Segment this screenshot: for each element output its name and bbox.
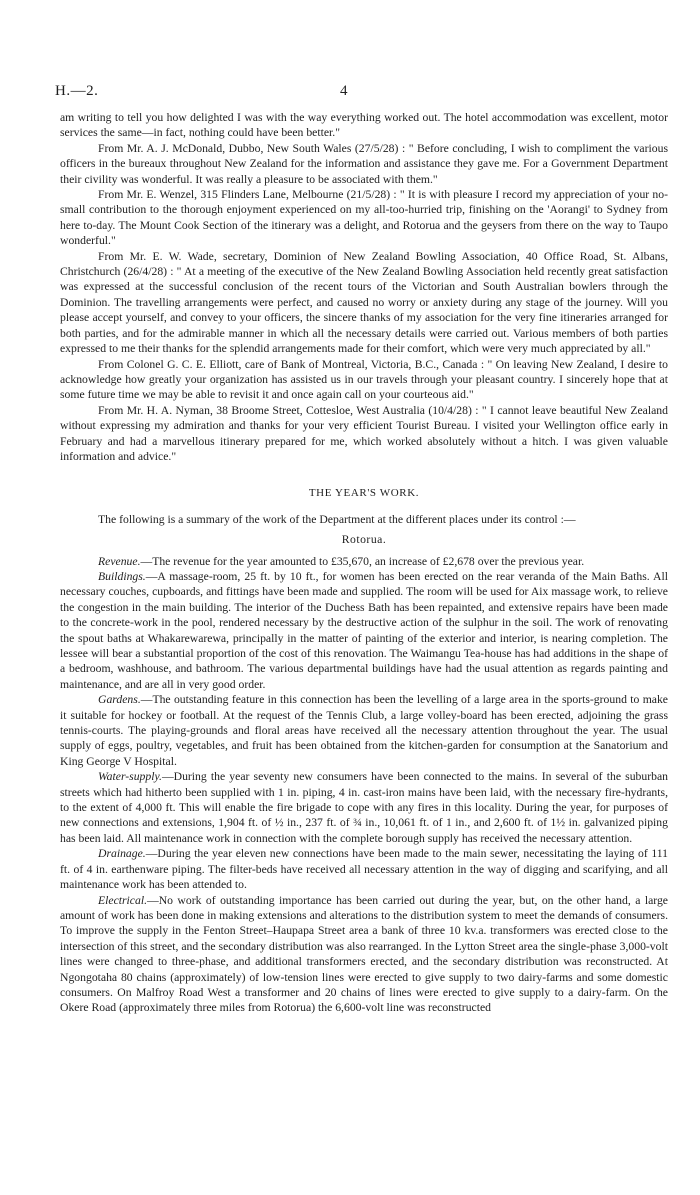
- paragraph-lead: Gardens.: [98, 693, 141, 707]
- paragraph-text: —The revenue for the year amounted to £35,670, an increase of £2,678 over the previous year.: [140, 554, 585, 568]
- report-reference: H.—2.: [55, 83, 99, 99]
- paragraph-text: —The outstanding feature in this connection has been the levelling of a large area in the sports-ground to make it suitable for hockey or football. At the request of the Tennis Club, a large volley-board has been erected, adjoining the grass tennis-courts. The playing-grounds and floral areas have received all the necessary attention throughout the year. The usual supply of eggs, poultry, vegetables, and fruit has been obtained from the kitchen-garden for consumption at the Sanatorium and King George V Hospital.: [60, 693, 668, 768]
- paragraph-lead: Revenue.: [98, 554, 141, 568]
- paragraph-lead: Buildings.: [98, 569, 146, 583]
- place-heading: Rotorua.: [341, 533, 387, 547]
- section-heading: THE YEAR'S WORK.: [308, 487, 420, 500]
- section-paragraph: [60, 769, 668, 846]
- section-paragraph: [60, 569, 668, 692]
- intro-paragraph: The following is a summary of the work of the Department at the different places under its control :—: [98, 512, 576, 526]
- letter-paragraph: From Mr. H. A. Nyman, 38 Broome Street, Cottesloe, West Australia (10/4/28) : " I cannot leave beautiful New Zealand without expressing my admiration and thanks for your very efficient Tourist Bureau. I visited your Wellington office early in February and had a marvellous itinerary prepared for me, which worked absolutely without a hitch. I was given valuable information and advice.": [60, 403, 668, 463]
- paragraph-text: —During the year eleven new connections have been made to the main sewer, necessitating the laying of 111 ft. of 4 in. earthenware piping. The filter-beds have received all necessary attention in the way of digging and scarifying, and all maintenance work has been attended to.: [60, 847, 668, 892]
- page-number: 4: [340, 83, 348, 99]
- letter-paragraph: From Mr. E. W. Wade, secretary, Dominion of New Zealand Bowling Association, 40 Office Road, St. Albans, Christchurch (26/4/28) : " At a meeting of the executive of the New Zealand Bowling Association held recently great satisfaction was expressed at the successful conclusion of the recent tours of the Victorian and South Australian bowlers through the Dominion. The travelling arrangements were perfect, and caused no worry or anxiety during any stage of the journey. Will you please accept yourself, and convey to your officers, the sincere thanks of my association for the very fine itineraries arranged for both parties, and for the admirable manner in which all the necessary details were carried out. Various members of both parties expressed to me their thanks for the splendid arrangements made for their comfort, which were very much appreciated by all.": [60, 249, 668, 356]
- section-paragraph: [60, 692, 668, 769]
- letter-paragraph: From Colonel G. C. E. Elliott, care of Bank of Montreal, Victoria, B.C., Canada : " On leaving New Zealand, I desire to acknowledge how greatly your organization has assisted us in our travels through your pleasant country. I sincerely hope that at some future time we may be able to revisit it and once again call on your courteous aid.": [60, 357, 668, 402]
- paragraph-text: —No work of outstanding importance has been carried out during the year, but, on the other hand, a large amount of work has been done in making extensions and alterations to the distribution system to meet the demands of consumers. To improve the supply in the Fenton Street–Haupapa Street area a bank of three 10 kv.a. transformers was erected close to the intersection of this street, and the secondary distribution was also rearranged. In the Lytton Street area the single-phase 3,000-volt lines were changed to three-phase, and additional transformers erected, and the secondary distribution was reconstructed. At Ngongotaha 80 chains (approximately) of low-tension lines were erected to give supply to two dairy-farms and some domestic consumers. On Malfroy Road West a transformer and 20 chains of lines were erected to give supply to a dairy-farm. On the Okere Road (approximately three miles from Rotorua) the 6,600-volt line was reconstructed: [60, 893, 668, 1015]
- page-body: [60, 110, 668, 1016]
- paragraph-lead: Electrical.: [98, 893, 148, 907]
- paragraph-lead: Drainage.: [98, 847, 146, 861]
- paragraph-text: —A massage-room, 25 ft. by 10 ft., for women has been erected on the rear veranda of the Main Baths. All necessary couches, cupboards, and fittings have been made and supplied. The room will be used for Aix massage work, to relieve the congestion in the main building. The interior of the Duchess Bath has been repainted, and extensive repairs have been made to the concrete-work in the pool, rendered necessary by the destructive action of the sulphur in the soil. The work of renovating the spout baths at Whakarewarewa, principally in the matter of painting of the exterior and interior, is nearing completion. The lessee will bear a substantial proportion of the cost of this renovation. The Waimangu Tea-house has had additions in the shape of a bedroom, washhouse, and bathroom. The various departmental buildings have had the usual attention as regards painting and maintenance, and are all in very good order.: [60, 569, 668, 691]
- letter-paragraph: From Mr. E. Wenzel, 315 Flinders Lane, Melbourne (21/5/28) : " It is with pleasure I record my appreciation of your no-small contribution to the thorough enjoyment experienced on my all-too-hurried trip, finishing on the 'Aorangi' to Sydney from here to-day. The Mount Cook Section of the itinerary was a delight, and Rotorua and the geysers from there on the way to Taupo wonderful.": [60, 188, 668, 248]
- paragraph-text: —During the year seventy new consumers have been connected to the mains. In several of the suburban streets which had hitherto been supplied with 1 in. piping, 4 in. cast-iron mains have been laid, with the necessary fire-hydrants, to the extent of 4,000 ft. This will enable the fire brigade to cope with any fires in this locality. During the year, for purposes of new connections and extensions, 1,904 ft. of ½ in., 237 ft. of ¾ in., 10,061 ft. of 1 in., and 2,600 ft. of 1½ in. galvanized piping has been laid. All maintenance work in connection with the complete borough supply has received the necessary attention.: [60, 770, 668, 845]
- paragraph-lead: Water-supply.: [98, 770, 162, 784]
- section-paragraph: [60, 893, 668, 1016]
- letter-paragraph: am writing to tell you how delighted I was with the way everything worked out. The hotel accommodation was excellent, motor services the same—in fact, nothing could have been better.": [60, 111, 668, 140]
- section-paragraph: [60, 554, 668, 569]
- section-paragraph: [60, 846, 668, 892]
- page-header: [55, 84, 655, 104]
- letter-paragraph: From Mr. A. J. McDonald, Dubbo, New South Wales (27/5/28) : " Before concluding, I wish to compliment the various officers in the bureaux throughout New Zealand for the information and assistance they gave me. For a Government Department their civility was wonderful. It was really a pleasure to be associated with them.": [60, 141, 668, 186]
